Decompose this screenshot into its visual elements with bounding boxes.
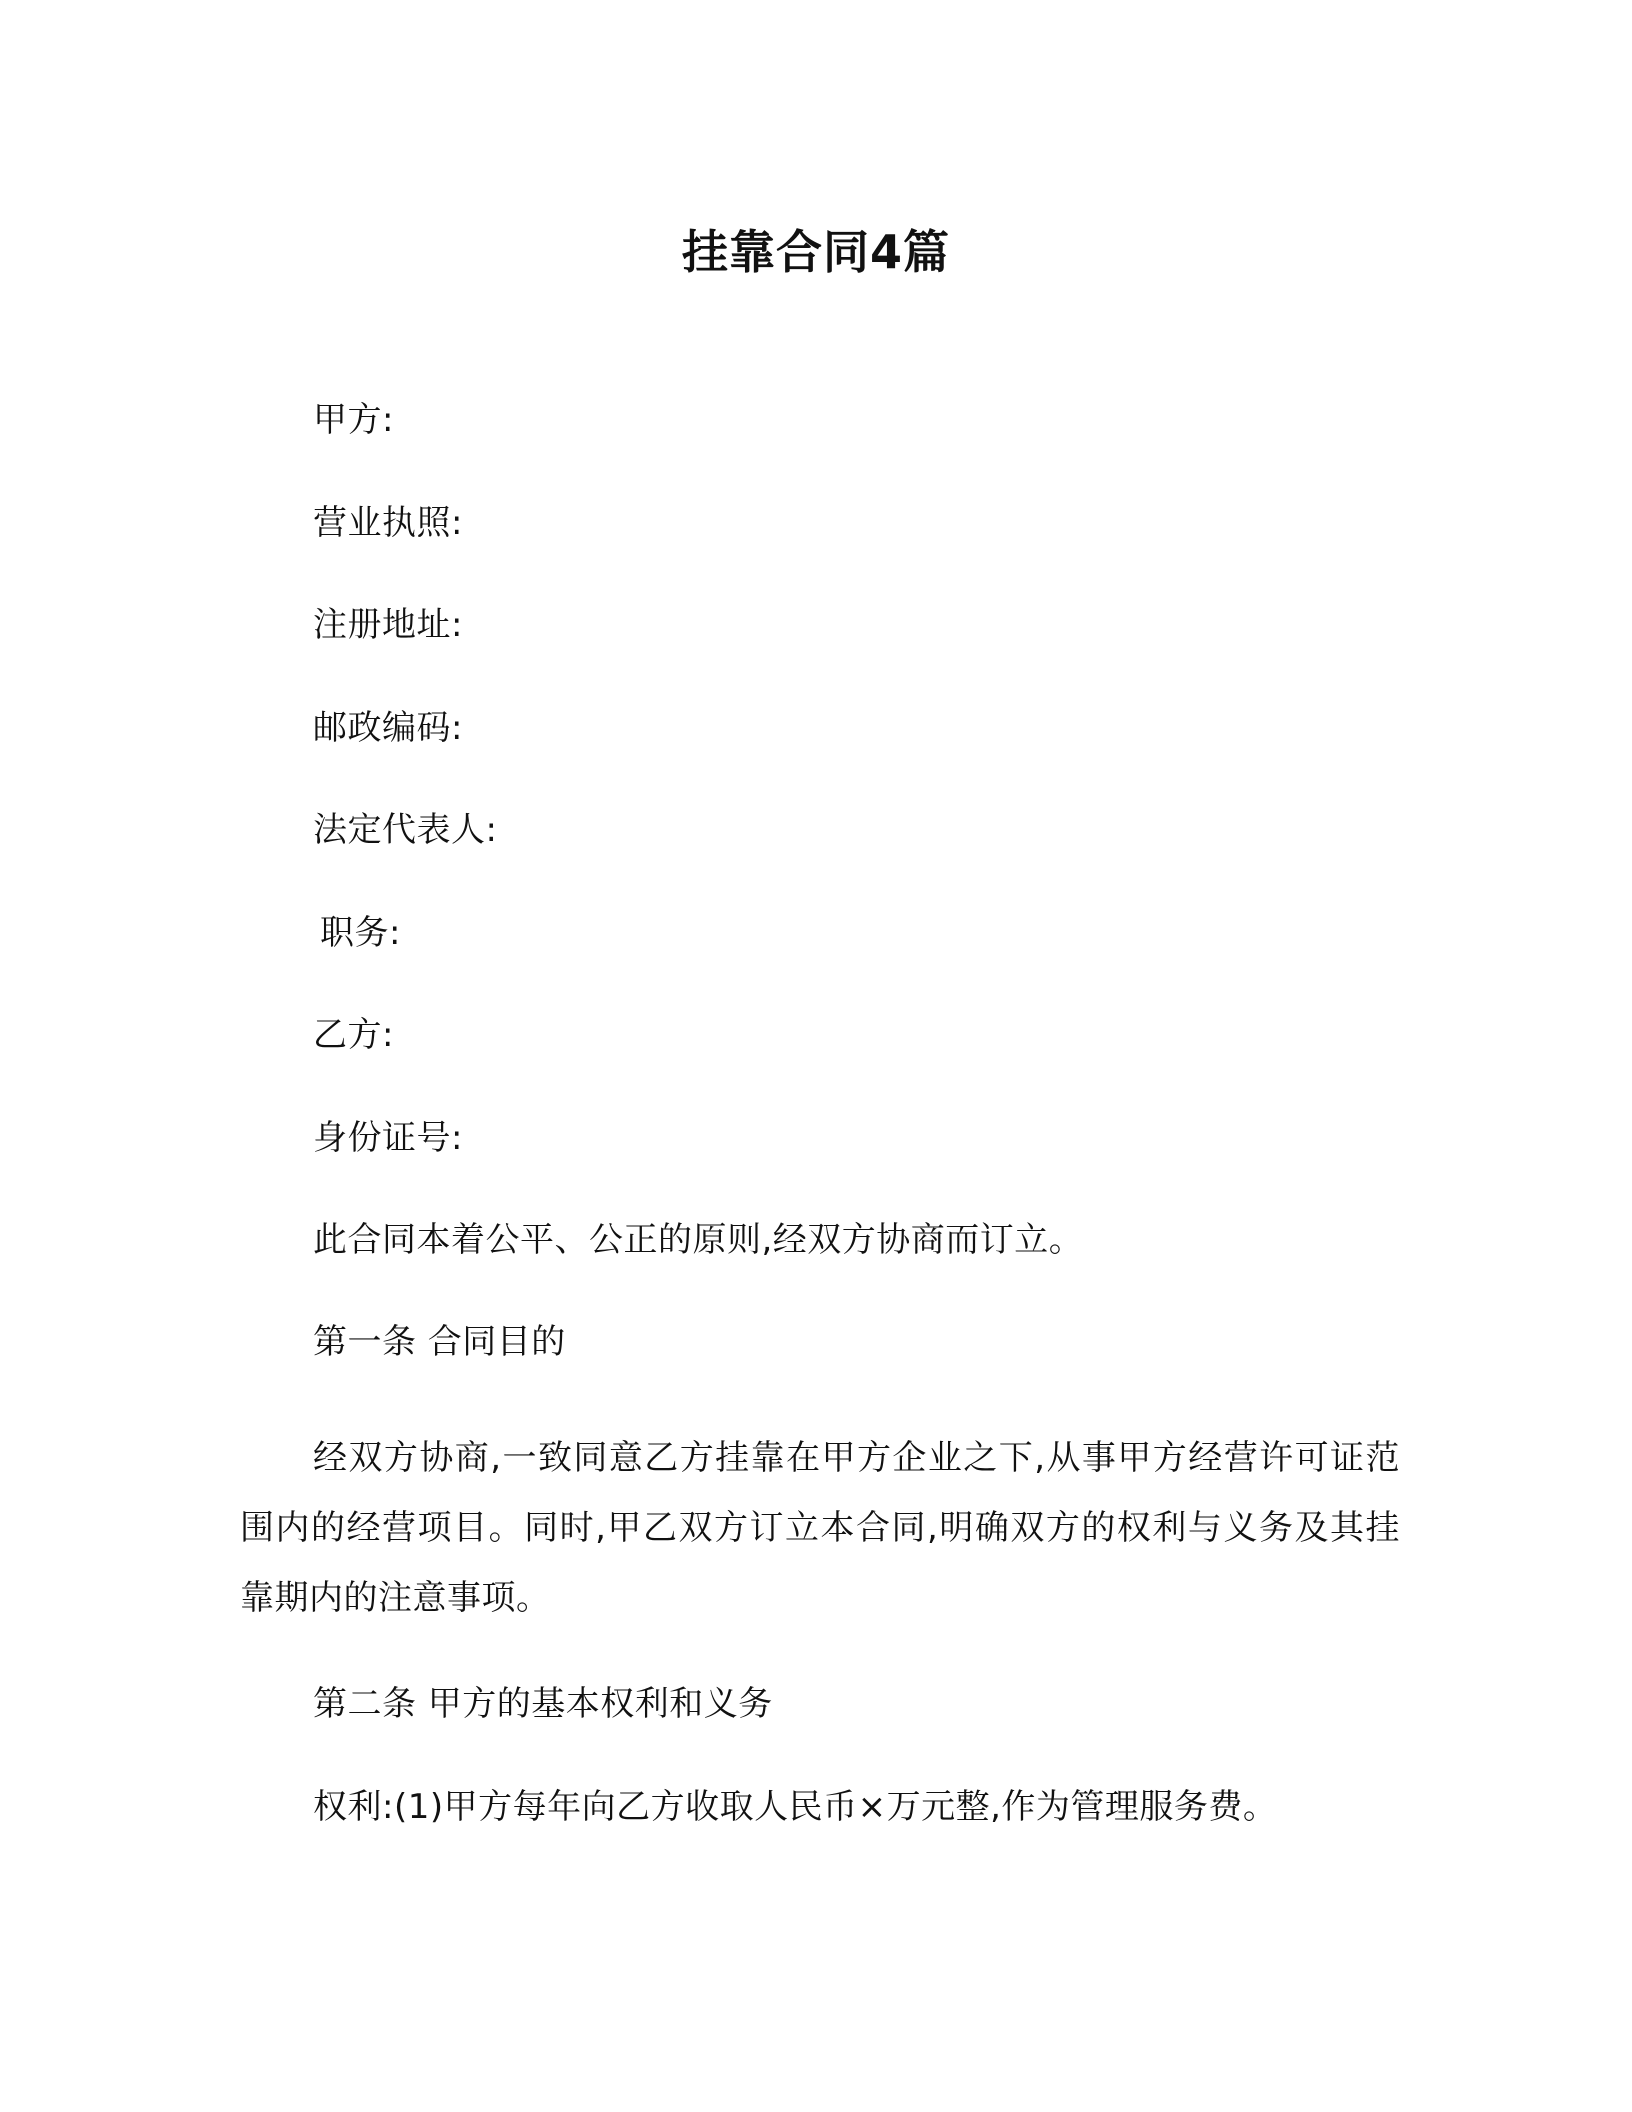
legal-representative-label: 法定代表人:	[313, 810, 498, 850]
document-title: 挂靠合同4篇	[681, 225, 950, 279]
party-a-label: 甲方:	[313, 400, 394, 440]
article-1-heading: 第一条 合同目的	[313, 1322, 566, 1362]
article-2-rights-item-1: 权利:(1)甲方每年向乙方收取人民币×万元整,作为管理服务费。	[313, 1787, 1278, 1827]
party-b-label: 乙方:	[313, 1015, 394, 1055]
preamble-text: 此合同本着公平、公正的原则,经双方协商而订立。	[313, 1220, 1084, 1260]
postal-code-label: 邮政编码:	[313, 708, 463, 748]
registered-address-label: 注册地址:	[313, 605, 463, 645]
position-label: 职务:	[320, 913, 401, 953]
business-license-label: 营业执照:	[313, 503, 463, 543]
article-1-body: 经双方协商,一致同意乙方挂靠在甲方企业之下,从事甲方经营许可证范围内的经营项目。同时,甲乙双方订立本合同,明确双方的权利与义务及其挂靠期内的注意事项。	[240, 1438, 1400, 1618]
id-number-label: 身份证号:	[313, 1118, 463, 1158]
article-2-heading: 第二条 甲方的基本权利和义务	[313, 1684, 773, 1724]
